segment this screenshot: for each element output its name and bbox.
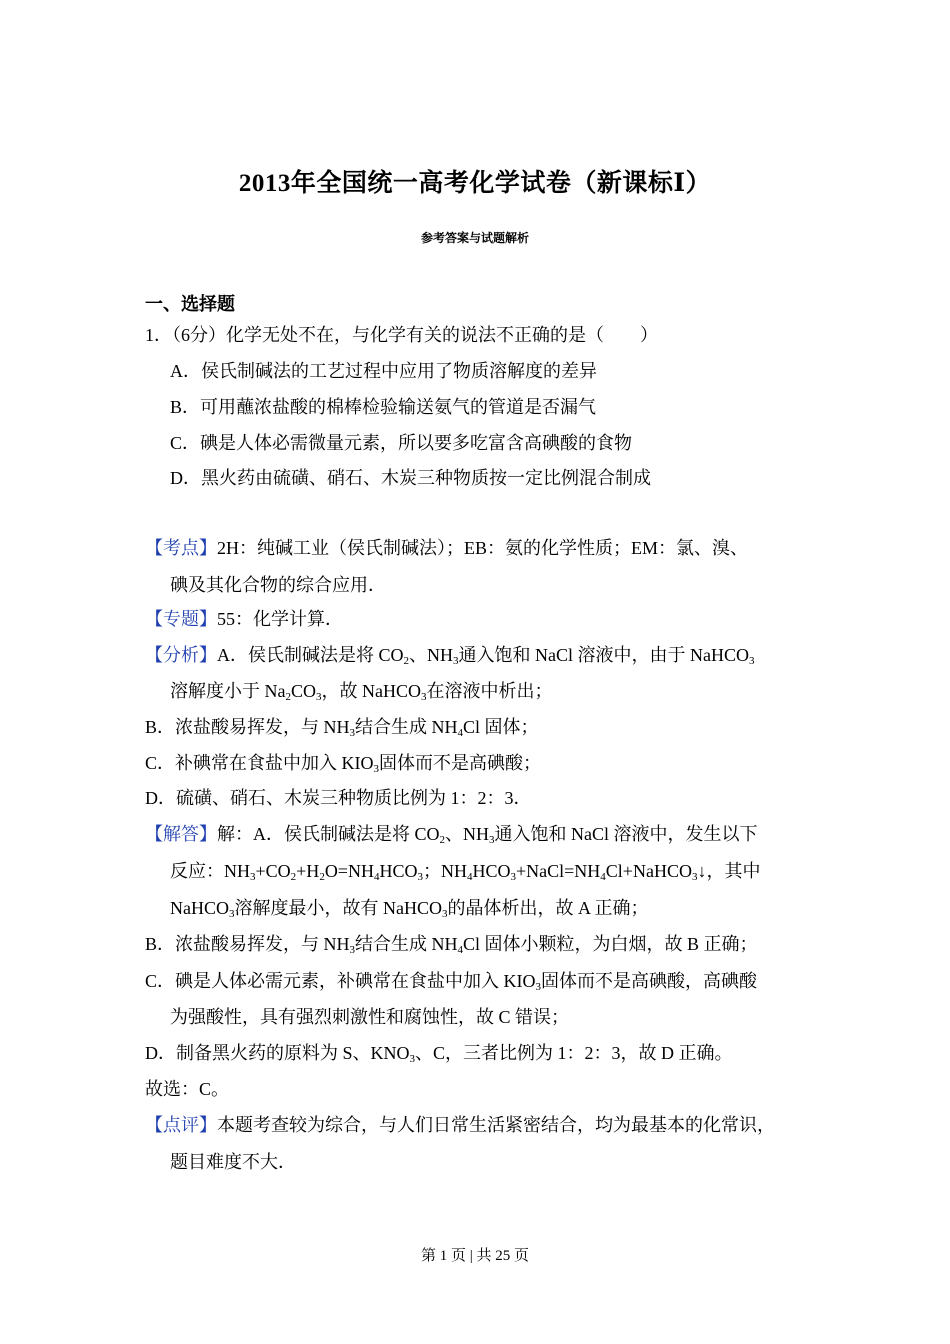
jieda-line-c2: 为强酸性，具有强烈刺激性和腐蚀性，故 C 错误；	[170, 1007, 570, 1027]
fenxi-line-2: 溶解度小于 $Na_2CO_3$，故 NaHCO$_3$在溶液中析出；	[170, 681, 553, 703]
kaodian-line-2: 碘及其化合物的综合应用．	[170, 575, 386, 595]
jieda-tag: 【解答】	[145, 824, 217, 844]
page-footer: 第 1 页 | 共 25 页	[420, 1248, 529, 1264]
fenxi-tag: 【分析】	[145, 645, 217, 665]
zhuanti-line: 【专题】55：化学计算．	[145, 609, 343, 629]
fenxi-line-d: D．硫磺、硝石、木炭三种物质比例为 1：2：3．	[145, 788, 532, 808]
option-b: B．可用蘸浓盐酸的棉棒检验输送氨气的管道是否漏气	[170, 397, 597, 417]
kaodian-line-1: 【考点】2H：纯碱工业（侯氏制碱法）；EB：氨的化学性质；EM：氯、溴、	[145, 538, 748, 558]
jieda-line-1: 【解答】解：A．侯氏制碱法是将 $CO_2$、$NH_3$通入饱和 NaCl 溶液中，发生以下	[145, 824, 758, 846]
jieda-line-2: 反应：$NH_3+CO_2+H_2O=NH_4HCO_3$；$NH_4HCO_3+NaCl=NH_4Cl+NaHCO_3↓$，其中	[170, 861, 761, 883]
page-subtitle: 参考答案与试题解析	[420, 231, 529, 245]
dianping-line-1: 【点评】本题考查较为综合，与人们日常生活紧密结合，均为最基本的化常识，	[145, 1115, 775, 1135]
jieda-line-d: D．制备黑火药的原料为 S、$KNO_3$、C，三者比例为 1：2：3，故 D 正确。	[145, 1043, 733, 1065]
jieda-line-c1: C．碘是人体必需元素，补碘常在食盐中加入 $KIO_3$固体而不是高碘酸，高碘酸	[145, 971, 757, 993]
question-stem: 1．（6分）化学无处不在，与化学有关的说法不正确的是（ ）	[145, 325, 658, 345]
fenxi-line-c: C．补碘常在食盐中加入 $KIO_3$固体而不是高碘酸；	[145, 753, 541, 775]
fenxi-line-1: 【分析】A．侯氏制碱法是将 $CO_2$、$NH_3$通入饱和 NaCl 溶液中，由于 NaHCO$_3$	[145, 645, 755, 667]
section-heading: 一、选择题	[145, 294, 235, 314]
dianping-line-2: 题目难度不大．	[170, 1152, 296, 1172]
jieda-line-3: NaHCO$_3$溶解度最小，故有 NaHCO$_3$的晶体析出，故 A 正确；	[170, 898, 649, 920]
jieda-line-b: B．浓盐酸易挥发，与 $NH_3$结合生成 $NH_4Cl$ 固体小颗粒，为白烟，故 B 正确；	[145, 934, 758, 956]
kaodian-tag: 【考点】	[145, 538, 217, 558]
answer-line: 故选：C。	[145, 1079, 230, 1099]
option-a: A．侯氏制碱法的工艺过程中应用了物质溶解度的差异	[170, 361, 597, 381]
option-d: D．黑火药由硫磺、硝石、木炭三种物质按一定比例混合制成	[170, 468, 651, 488]
dianping-tag: 【点评】	[145, 1115, 217, 1135]
page-title: 2013年全国统一高考化学试卷（新课标Ⅰ）	[238, 170, 712, 197]
option-c: C．碘是人体必需微量元素，所以要多吃富含高碘酸的食物	[170, 433, 633, 453]
zhuanti-tag: 【专题】	[145, 609, 217, 629]
fenxi-line-b: B．浓盐酸易挥发，与 $NH_3$结合生成 $NH_4Cl$ 固体；	[145, 717, 539, 739]
